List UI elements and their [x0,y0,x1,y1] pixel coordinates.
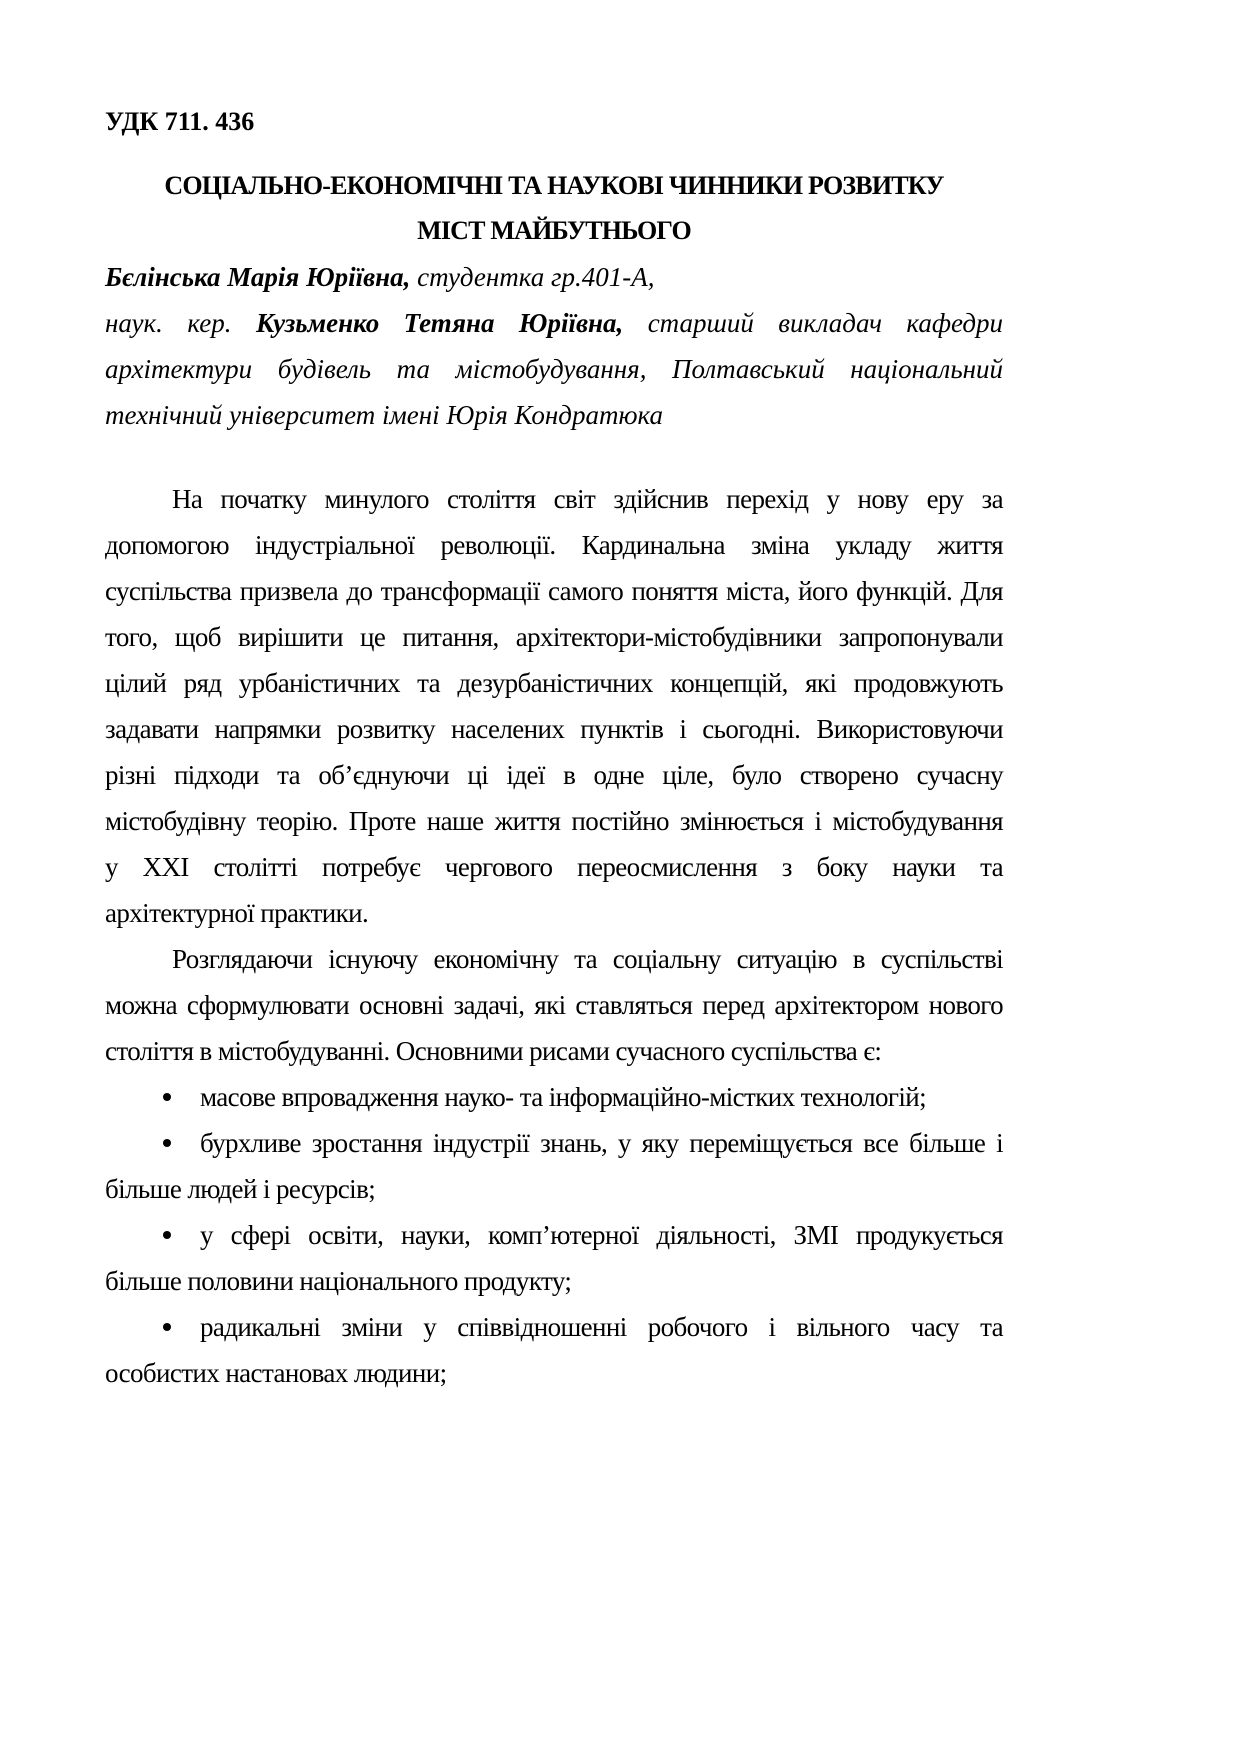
paragraph-1-line: того, щоб вирішити це питання, архітектори-містобудівники запропонували [105,622,1003,652]
paragraph-1-line: цілий ряд урбаністичних та дезурбаністичних концепцій, які продовжують [105,668,1003,698]
paragraph-1-line: різні підходи та об’єднуючи ці ідеї в одне ціле, було створено сучасну [105,760,1003,790]
paragraph-2-line: Розглядаючи існуючу економічну та соціальну ситуацію в суспільстві [172,944,1003,974]
bullet-dot-icon [163,1323,171,1331]
udk-code: УДК 711. 436 [105,107,255,136]
bullet-item: бурхливе зростання індустрії знань, у яку переміщується все більше і [105,1123,1003,1163]
paragraph-2-line: можна сформулювати основні задачі, які ставляться перед архітектором нового [105,990,1003,1020]
bullet-item: масове впровадження науко- та інформаційно-містких технологій; [105,1077,1003,1117]
paragraph-1-line: у XXI столітті потребує чергового переосмислення з боку науки та [105,852,1003,882]
bullet-item-continuation: більше людей і ресурсів; [105,1174,376,1204]
bullet-item: радикальні зміни у співвідношенні робочого і вільного часу та [105,1307,1003,1347]
paragraph-1-line: містобудівну теорію. Проте наше життя постійно змінюється і містобудування [105,806,1003,836]
affiliation-line-2: архітектури будівель та містобудування, Полтавський національний [105,354,1003,384]
paragraph-1-line: задавати напрямки розвитку населених пунктів і сьогодні. Використовуючи [105,714,1003,744]
author-role: студентка гр.401-А, [410,262,655,292]
affiliation-line-3: технічний університет імені Юрія Кондратюка [105,400,663,430]
bullet-dot-icon [163,1093,171,1101]
advisor-name: Кузьменко Тетяна Юріївна, [255,308,624,338]
title-line-1: СОЦІАЛЬНО-ЕКОНОМІЧНІ ТА НАУКОВІ ЧИННИКИ РОЗВИТКУ [164,171,944,200]
author-name: Бєлінська Марія Юріївна, [105,262,411,292]
bullet-dot-icon [163,1231,171,1239]
paragraph-1-line: На початку минулого століття світ здійснив перехід у нову еру за [172,484,1003,514]
paragraph-1-line: архітектурної практики. [105,898,369,928]
advisor-line [105,303,1003,343]
paragraph-1-line: допомогою індустріальної революції. Кардинальна зміна укладу життя [105,530,1003,560]
bullet-item: у сфері освіти, науки, комп’ютерної діяльності, ЗМІ продукується [105,1215,1003,1255]
advisor-role: старший викладач кафедри [647,308,1003,338]
bullet-dot-icon [163,1139,171,1147]
paragraph-1-line: суспільства призвела до трансформації самого поняття міста, його функцій. Для [105,576,1003,606]
paragraph-2-line: століття в містобудуванні. Основними рисами сучасного суспільства є: [105,1036,882,1066]
author-line [105,257,1003,297]
bullet-item-continuation: особистих настановах людини; [105,1358,447,1388]
advisor-prefix: наук. кер. [105,308,232,338]
bullet-item-continuation: більше половини національного продукту; [105,1266,572,1296]
title-line-2: МІСТ МАЙБУТНЬОГО [417,216,691,245]
